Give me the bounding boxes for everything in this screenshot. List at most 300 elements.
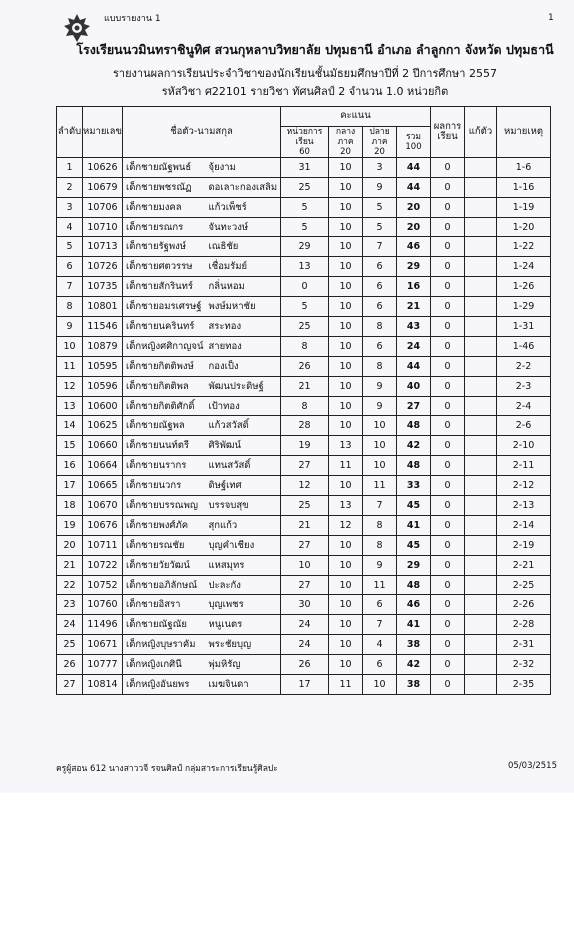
- row-first-name: เด็กชายกิตติศักดิ์: [123, 396, 207, 416]
- row-final-score: 9: [363, 177, 397, 197]
- col-score-group: คะแนน: [281, 107, 431, 127]
- row-student-id: 10596: [83, 376, 123, 396]
- row-final-score: 8: [363, 515, 397, 535]
- table-row: [57, 595, 551, 615]
- row-last-name: จุ้ยงาม: [207, 157, 281, 177]
- row-note: 2-31: [497, 635, 551, 655]
- row-first-name: เด็กชายกิตติพงษ์: [123, 356, 207, 376]
- row-grade: 0: [431, 436, 465, 456]
- row-grade: 0: [431, 336, 465, 356]
- row-grade: 0: [431, 675, 465, 695]
- row-grade: 0: [431, 217, 465, 237]
- row-total-score: 38: [397, 635, 431, 655]
- table-row: [57, 476, 551, 496]
- row-order: 17: [57, 476, 83, 496]
- row-note: 2-3: [497, 376, 551, 396]
- row-first-name: เด็กชายศตวรรษ: [123, 257, 207, 277]
- row-student-id: 10660: [83, 436, 123, 456]
- row-first-name: เด็กชายนนท์ตรี: [123, 436, 207, 456]
- row-grade: 0: [431, 615, 465, 635]
- table-row: [57, 257, 551, 277]
- row-last-name: แทนสวัสดิ์: [207, 456, 281, 476]
- row-fix: [465, 535, 497, 555]
- row-mid-score: 10: [329, 277, 363, 297]
- table-row: [57, 297, 551, 317]
- row-order: 14: [57, 416, 83, 436]
- row-order: 13: [57, 396, 83, 416]
- row-note: 2-26: [497, 595, 551, 615]
- row-first-name: เด็กชายณัฐพล: [123, 416, 207, 436]
- row-grade: 0: [431, 277, 465, 297]
- row-mid-score: 10: [329, 317, 363, 337]
- row-final-score: 9: [363, 376, 397, 396]
- row-first-name: เด็กชายณัฐณัย: [123, 615, 207, 635]
- row-first-name: เด็กชายพชรณัฏ: [123, 177, 207, 197]
- row-final-score: 9: [363, 555, 397, 575]
- row-grade: 0: [431, 476, 465, 496]
- row-note: 2-10: [497, 436, 551, 456]
- row-grade: 0: [431, 555, 465, 575]
- row-fix: [465, 356, 497, 376]
- row-unit-score: 24: [281, 635, 329, 655]
- row-fix: [465, 317, 497, 337]
- row-unit-score: 5: [281, 197, 329, 217]
- row-fix: [465, 297, 497, 317]
- row-final-score: 7: [363, 237, 397, 257]
- row-first-name: เด็กชายรณกร: [123, 217, 207, 237]
- row-unit-score: 27: [281, 535, 329, 555]
- row-grade: 0: [431, 535, 465, 555]
- row-total-score: 45: [397, 496, 431, 516]
- row-student-id: 10671: [83, 635, 123, 655]
- table-row: [57, 535, 551, 555]
- row-mid-score: 10: [329, 655, 363, 675]
- row-first-name: เด็กชายบรรณพญ: [123, 496, 207, 516]
- row-grade: 0: [431, 157, 465, 177]
- row-fix: [465, 237, 497, 257]
- row-order: 27: [57, 675, 83, 695]
- col-id: หมายเลข: [83, 107, 123, 158]
- row-unit-score: 26: [281, 356, 329, 376]
- row-order: 10: [57, 336, 83, 356]
- row-student-id: 10595: [83, 356, 123, 376]
- row-last-name: บุญเพชร: [207, 595, 281, 615]
- row-fix: [465, 635, 497, 655]
- row-total-score: 40: [397, 376, 431, 396]
- col-fix: แก้ตัว: [465, 107, 497, 158]
- row-note: 1-22: [497, 237, 551, 257]
- row-total-score: 44: [397, 177, 431, 197]
- row-note: 1-24: [497, 257, 551, 277]
- row-last-name: ศิริพัฒน์: [207, 436, 281, 456]
- row-mid-score: 10: [329, 635, 363, 655]
- row-fix: [465, 555, 497, 575]
- row-grade: 0: [431, 376, 465, 396]
- row-note: 2-13: [497, 496, 551, 516]
- row-order: 9: [57, 317, 83, 337]
- row-first-name: เด็กชายพงศ์ภัค: [123, 515, 207, 535]
- row-mid-score: 10: [329, 615, 363, 635]
- row-fix: [465, 655, 497, 675]
- row-unit-score: 29: [281, 237, 329, 257]
- row-fix: [465, 575, 497, 595]
- table-row: [57, 615, 551, 635]
- row-final-score: 5: [363, 197, 397, 217]
- row-final-score: 10: [363, 456, 397, 476]
- row-total-score: 48: [397, 416, 431, 436]
- row-first-name: เด็กหญิงศศิกาญจน์: [123, 336, 207, 356]
- table-row: [57, 356, 551, 376]
- row-unit-score: 0: [281, 277, 329, 297]
- row-note: 1-20: [497, 217, 551, 237]
- row-total-score: 20: [397, 217, 431, 237]
- row-total-score: 16: [397, 277, 431, 297]
- row-student-id: 10722: [83, 555, 123, 575]
- row-order: 4: [57, 217, 83, 237]
- row-mid-score: 10: [329, 356, 363, 376]
- row-mid-score: 10: [329, 376, 363, 396]
- row-student-id: 10676: [83, 515, 123, 535]
- row-last-name: เณธิชัย: [207, 237, 281, 257]
- row-grade: 0: [431, 456, 465, 476]
- row-final-score: 10: [363, 675, 397, 695]
- row-unit-score: 21: [281, 515, 329, 535]
- row-fix: [465, 515, 497, 535]
- row-last-name: พระชัยบุญ: [207, 635, 281, 655]
- row-grade: 0: [431, 257, 465, 277]
- row-grade: 0: [431, 635, 465, 655]
- row-grade: 0: [431, 655, 465, 675]
- row-unit-score: 8: [281, 396, 329, 416]
- row-unit-score: 10: [281, 555, 329, 575]
- row-fix: [465, 336, 497, 356]
- teacher-signature-line: ครูผู้สอน 612 นางสาววจี รจนศิลป์ กลุ่มสาระการเรียนรู้ศิลปะ: [56, 764, 278, 774]
- row-order: 25: [57, 635, 83, 655]
- table-row: [57, 157, 551, 177]
- row-order: 20: [57, 535, 83, 555]
- col-order: ลำดับ: [57, 107, 83, 158]
- row-note: 2-2: [497, 356, 551, 376]
- row-first-name: เด็กชายณัฐพนธ์: [123, 157, 207, 177]
- row-first-name: เด็กชายมงคล: [123, 197, 207, 217]
- col-final: ปลายภาค 20: [363, 126, 397, 157]
- row-unit-score: 13: [281, 257, 329, 277]
- table-row: [57, 396, 551, 416]
- row-last-name: แก้วสวัสดิ์: [207, 416, 281, 436]
- row-order: 11: [57, 356, 83, 376]
- row-mid-score: 12: [329, 515, 363, 535]
- row-order: 6: [57, 257, 83, 277]
- row-order: 19: [57, 515, 83, 535]
- row-note: 2-19: [497, 535, 551, 555]
- row-order: 12: [57, 376, 83, 396]
- row-grade: 0: [431, 575, 465, 595]
- row-final-score: 7: [363, 615, 397, 635]
- page-number: 1: [548, 13, 554, 23]
- row-fix: [465, 157, 497, 177]
- row-unit-score: 19: [281, 436, 329, 456]
- row-first-name: เด็กหญิงบุษราคัม: [123, 635, 207, 655]
- row-note: 2-32: [497, 655, 551, 675]
- row-final-score: 9: [363, 396, 397, 416]
- row-last-name: เชื่อมรัมย์: [207, 257, 281, 277]
- row-fix: [465, 615, 497, 635]
- row-total-score: 48: [397, 575, 431, 595]
- row-total-score: 29: [397, 555, 431, 575]
- table-row: [57, 456, 551, 476]
- row-order: 26: [57, 655, 83, 675]
- row-student-id: 10665: [83, 476, 123, 496]
- row-mid-score: 10: [329, 336, 363, 356]
- row-unit-score: 25: [281, 317, 329, 337]
- row-fix: [465, 277, 497, 297]
- row-last-name: บรรจบสุข: [207, 496, 281, 516]
- row-total-score: 29: [397, 257, 431, 277]
- row-final-score: 11: [363, 476, 397, 496]
- row-mid-score: 11: [329, 456, 363, 476]
- course-line: รหัสวิชา ศ22101 รายวิชา ทัศนศิลป์ 2 จำนวน 1.0 หน่วยกิต: [161, 85, 449, 98]
- row-final-score: 7: [363, 496, 397, 516]
- row-mid-score: 10: [329, 416, 363, 436]
- report-title: รายงานผลการเรียนประจำวิชาของนักเรียนชั้นมัธยมศึกษาปีที่ 2 ปีการศึกษา 2557: [113, 67, 497, 80]
- row-fix: [465, 217, 497, 237]
- row-total-score: 48: [397, 456, 431, 476]
- row-first-name: เด็กหญิงเกศินี: [123, 655, 207, 675]
- row-fix: [465, 496, 497, 516]
- row-last-name: พัฒนประดิษฐ์: [207, 376, 281, 396]
- row-student-id: 10600: [83, 396, 123, 416]
- row-student-id: 10706: [83, 197, 123, 217]
- row-student-id: 10777: [83, 655, 123, 675]
- table-row: [57, 496, 551, 516]
- row-student-id: 10752: [83, 575, 123, 595]
- row-order: 7: [57, 277, 83, 297]
- row-order: 16: [57, 456, 83, 476]
- row-last-name: พุ่มหิรัญ: [207, 655, 281, 675]
- row-mid-score: 13: [329, 496, 363, 516]
- row-first-name: เด็กชายรณชัย: [123, 535, 207, 555]
- row-order: 21: [57, 555, 83, 575]
- row-grade: 0: [431, 496, 465, 516]
- row-fix: [465, 595, 497, 615]
- row-grade: 0: [431, 317, 465, 337]
- row-order: 2: [57, 177, 83, 197]
- row-first-name: เด็กชายวัยวัฒน์: [123, 555, 207, 575]
- row-fix: [465, 376, 497, 396]
- table-row: [57, 336, 551, 356]
- row-note: 1-46: [497, 336, 551, 356]
- row-grade: 0: [431, 515, 465, 535]
- row-unit-score: 27: [281, 575, 329, 595]
- row-student-id: 10713: [83, 237, 123, 257]
- row-last-name: ดิษฐ์เทศ: [207, 476, 281, 496]
- row-mid-score: 10: [329, 476, 363, 496]
- row-grade: 0: [431, 356, 465, 376]
- row-order: 24: [57, 615, 83, 635]
- row-unit-score: 5: [281, 217, 329, 237]
- row-student-id: 10760: [83, 595, 123, 615]
- row-total-score: 24: [397, 336, 431, 356]
- row-order: 3: [57, 197, 83, 217]
- row-unit-score: 28: [281, 416, 329, 436]
- row-student-id: 10735: [83, 277, 123, 297]
- row-mid-score: 10: [329, 595, 363, 615]
- row-last-name: พงษ์มหาชัย: [207, 297, 281, 317]
- row-final-score: 6: [363, 595, 397, 615]
- col-result: ผลการเรียน: [431, 107, 465, 158]
- row-note: 2-21: [497, 555, 551, 575]
- row-last-name: ปะละกัง: [207, 575, 281, 595]
- row-last-name: ดอเลาะกองเสลิม: [207, 177, 281, 197]
- row-last-name: กลิ่นหอม: [207, 277, 281, 297]
- row-grade: 0: [431, 396, 465, 416]
- row-note: 2-6: [497, 416, 551, 436]
- row-unit-score: 17: [281, 675, 329, 695]
- row-order: 22: [57, 575, 83, 595]
- row-fix: [465, 476, 497, 496]
- row-student-id: 10711: [83, 535, 123, 555]
- row-first-name: เด็กชายอมรเศรษฐ์: [123, 297, 207, 317]
- row-order: 1: [57, 157, 83, 177]
- row-student-id: 10801: [83, 297, 123, 317]
- table-row: [57, 277, 551, 297]
- row-unit-score: 8: [281, 336, 329, 356]
- row-order: 23: [57, 595, 83, 615]
- row-student-id: 10625: [83, 416, 123, 436]
- row-note: 2-11: [497, 456, 551, 476]
- row-note: 1-16: [497, 177, 551, 197]
- row-first-name: เด็กชายสักรินทร์: [123, 277, 207, 297]
- row-last-name: สายทอง: [207, 336, 281, 356]
- row-first-name: เด็กชายนครินทร์: [123, 317, 207, 337]
- row-student-id: 10626: [83, 157, 123, 177]
- row-student-id: 10664: [83, 456, 123, 476]
- row-fix: [465, 436, 497, 456]
- row-mid-score: 10: [329, 177, 363, 197]
- row-total-score: 44: [397, 157, 431, 177]
- row-total-score: 41: [397, 615, 431, 635]
- row-final-score: 10: [363, 416, 397, 436]
- row-final-score: 5: [363, 217, 397, 237]
- row-unit-score: 27: [281, 456, 329, 476]
- row-last-name: กองเป็ง: [207, 356, 281, 376]
- row-note: 1-19: [497, 197, 551, 217]
- row-grade: 0: [431, 416, 465, 436]
- row-final-score: 6: [363, 336, 397, 356]
- row-mid-score: 10: [329, 297, 363, 317]
- row-first-name: เด็กชายนรากร: [123, 456, 207, 476]
- row-total-score: 38: [397, 675, 431, 695]
- row-mid-score: 10: [329, 217, 363, 237]
- row-total-score: 42: [397, 436, 431, 456]
- col-name: ชื่อตัว-นามสกุล: [123, 107, 281, 158]
- row-note: 1-31: [497, 317, 551, 337]
- row-unit-score: 12: [281, 476, 329, 496]
- row-fix: [465, 197, 497, 217]
- row-student-id: 10814: [83, 675, 123, 695]
- row-total-score: 45: [397, 535, 431, 555]
- row-total-score: 42: [397, 655, 431, 675]
- row-note: 2-4: [497, 396, 551, 416]
- row-last-name: หนูเนตร: [207, 615, 281, 635]
- table-row: [57, 655, 551, 675]
- row-note: 1-29: [497, 297, 551, 317]
- row-fix: [465, 257, 497, 277]
- row-last-name: แก้วเพ็ชร์: [207, 197, 281, 217]
- row-total-score: 21: [397, 297, 431, 317]
- row-fix: [465, 396, 497, 416]
- row-student-id: 10710: [83, 217, 123, 237]
- table-row: [57, 416, 551, 436]
- row-student-id: 10726: [83, 257, 123, 277]
- row-note: 1-6: [497, 157, 551, 177]
- row-student-id: 10879: [83, 336, 123, 356]
- row-final-score: 3: [363, 157, 397, 177]
- form-label: แบบรายงาน 1: [104, 14, 161, 24]
- table-row: [57, 237, 551, 257]
- row-student-id: 10679: [83, 177, 123, 197]
- row-grade: 0: [431, 595, 465, 615]
- row-final-score: 6: [363, 277, 397, 297]
- col-note: หมายเหตุ: [497, 107, 551, 158]
- row-order: 8: [57, 297, 83, 317]
- row-grade: 0: [431, 197, 465, 217]
- row-first-name: เด็กหญิงอันยพร: [123, 675, 207, 695]
- school-title: โรงเรียนนวมินทราชินูทิศ สวนกุหลาบวิทยาลัย ปทุมธานี อำเภอ ลำลูกกา จังหวัด ปทุมธานี: [76, 42, 554, 57]
- row-mid-score: 10: [329, 575, 363, 595]
- row-note: 2-14: [497, 515, 551, 535]
- row-note: 2-28: [497, 615, 551, 635]
- row-student-id: 10670: [83, 496, 123, 516]
- table-row: [57, 436, 551, 456]
- row-grade: 0: [431, 177, 465, 197]
- table-row: [57, 197, 551, 217]
- row-last-name: เป้าทอง: [207, 396, 281, 416]
- row-last-name: สุกแก้ว: [207, 515, 281, 535]
- row-unit-score: 24: [281, 615, 329, 635]
- row-first-name: เด็กชายกิตติพล: [123, 376, 207, 396]
- row-grade: 0: [431, 237, 465, 257]
- row-last-name: เมฆจินดา: [207, 675, 281, 695]
- row-total-score: 20: [397, 197, 431, 217]
- row-last-name: แหสมุทร: [207, 555, 281, 575]
- col-unit: หน่วยการเรียน 60: [281, 126, 329, 157]
- row-final-score: 8: [363, 317, 397, 337]
- row-fix: [465, 456, 497, 476]
- table-row: [57, 217, 551, 237]
- row-order: 18: [57, 496, 83, 516]
- row-mid-score: 13: [329, 436, 363, 456]
- row-mid-score: 10: [329, 197, 363, 217]
- col-total: รวม 100: [397, 126, 431, 157]
- table-row: [57, 177, 551, 197]
- row-student-id: 11546: [83, 317, 123, 337]
- table-row: [57, 376, 551, 396]
- row-note: 2-35: [497, 675, 551, 695]
- row-fix: [465, 675, 497, 695]
- row-last-name: สระทอง: [207, 317, 281, 337]
- row-mid-score: 10: [329, 257, 363, 277]
- row-student-id: 11496: [83, 615, 123, 635]
- row-fix: [465, 416, 497, 436]
- row-note: 2-25: [497, 575, 551, 595]
- table-row: [57, 515, 551, 535]
- row-total-score: 44: [397, 356, 431, 376]
- row-first-name: เด็กชายอิสรา: [123, 595, 207, 615]
- row-final-score: 8: [363, 356, 397, 376]
- row-first-name: เด็กชายอภิลักษณ์: [123, 575, 207, 595]
- row-mid-score: 10: [329, 396, 363, 416]
